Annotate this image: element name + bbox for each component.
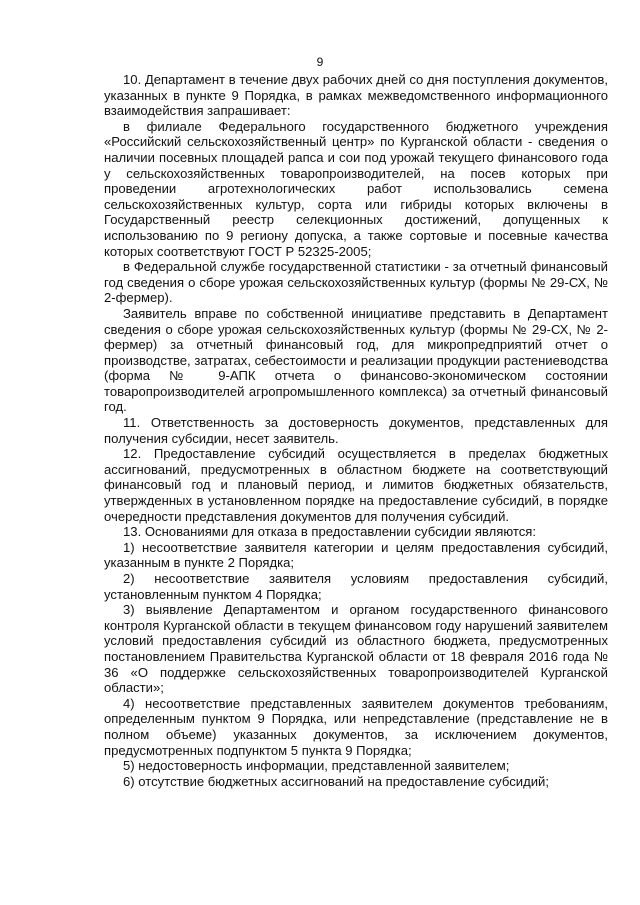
list-item-4: 4) несоответствие представленных заявителем документов требованиям, определенным пунктом 9 Порядка, или непредставление (представление не в полном объеме) указанных документов, за исключением документов, предусмотренных подпунктом 5 пункта 9 Порядка; <box>104 695 608 758</box>
paragraph-13: 13. Основаниями для отказа в предоставлении субсидии являются: <box>123 524 536 540</box>
list-item-6: 6) отсутствие бюджетных ассигнований на предоставление субсидий; <box>123 773 549 789</box>
paragraph-12: 12. Предоставление субсидий осуществляется в пределах бюджетных ассигнований, предусмотренных в областном бюджете на соответствующий финансовый год и плановый период, и лимитов бюджетных обязательств, утвержденных в установленном порядке на предоставление субсидий, в порядке очередности представления документов для получения субсидий. <box>104 446 608 524</box>
paragraph-10: 10. Департамент в течение двух рабочих дней со дня поступления документов, указанных в пункте 9 Порядка, в рамках межведомственного информационного взаимодействия запрашивает: <box>104 72 608 119</box>
list-item-1: 1) несоответствие заявителя категории и целям предоставления субсидий, указанным в пункте 2 Порядка; <box>104 539 608 571</box>
paragraph-seed-certification-request: в филиале Федерального государственного бюджетного учреждения «Российский сельскохозяйственный центр» по Курганской области - сведения о наличии посевных площадей рапса и сои под урожай текущего финансового года у сельскохозяйственных товаропроизводителей, на посев которых при проведении агротехнологических работ использовались семена сельскохозяйственных культур, сорта или гибриды которых включены в Государственный реестр селекционных достижений, допущенных к использованию по 9 региону допуска, а также сортовые и посевные качества которых соответствуют ГОСТ Р 52325-2005; <box>104 118 608 259</box>
list-item-2: 2) несоответствие заявителя условиям предоставления субсидий, установленным пунктом 4 Порядка; <box>104 571 608 602</box>
page-number: 9 <box>316 55 324 69</box>
paragraph-statistics-request: в Федеральной службе государственной статистики - за отчетный финансовый год сведения о сборе урожая сельскохозяйственных культур (формы № 29-СХ, № 2-фермер). <box>104 259 608 306</box>
paragraph-applicant-initiative: Заявитель вправе по собственной инициативе представить в Департамент сведения о сборе урожая сельскохозяйственных культур (формы № 29-СХ, № 2-фермер) за отчетный финансовый год, для микропредприятий отчет о производстве, затратах, себестоимости и реализации продукции растениеводства (форма № 9-АПК отчета о финансово-экономическом состоянии товаропроизводителей агропромышленного комплекса) за отчетный финансовый год. <box>104 305 608 415</box>
document-body <box>104 72 608 789</box>
list-item-5: 5) недостоверность информации, представленной заявителем; <box>123 758 510 774</box>
paragraph-11: 11. Ответственность за достоверность документов, представленных для получения субсидии, несет заявитель. <box>104 415 608 446</box>
list-item-3: 3) выявление Департаментом и органом государственного финансового контроля Курганской области в текущем финансовом году нарушений заявителем условий предоставления субсидий из областного бюджета, предусмотренных постановлением Правительства Курганской области от 18 февраля 2016 года № 36 «О поддержке сельскохозяйственных товаропроизводителей Курганской области»; <box>104 602 608 696</box>
